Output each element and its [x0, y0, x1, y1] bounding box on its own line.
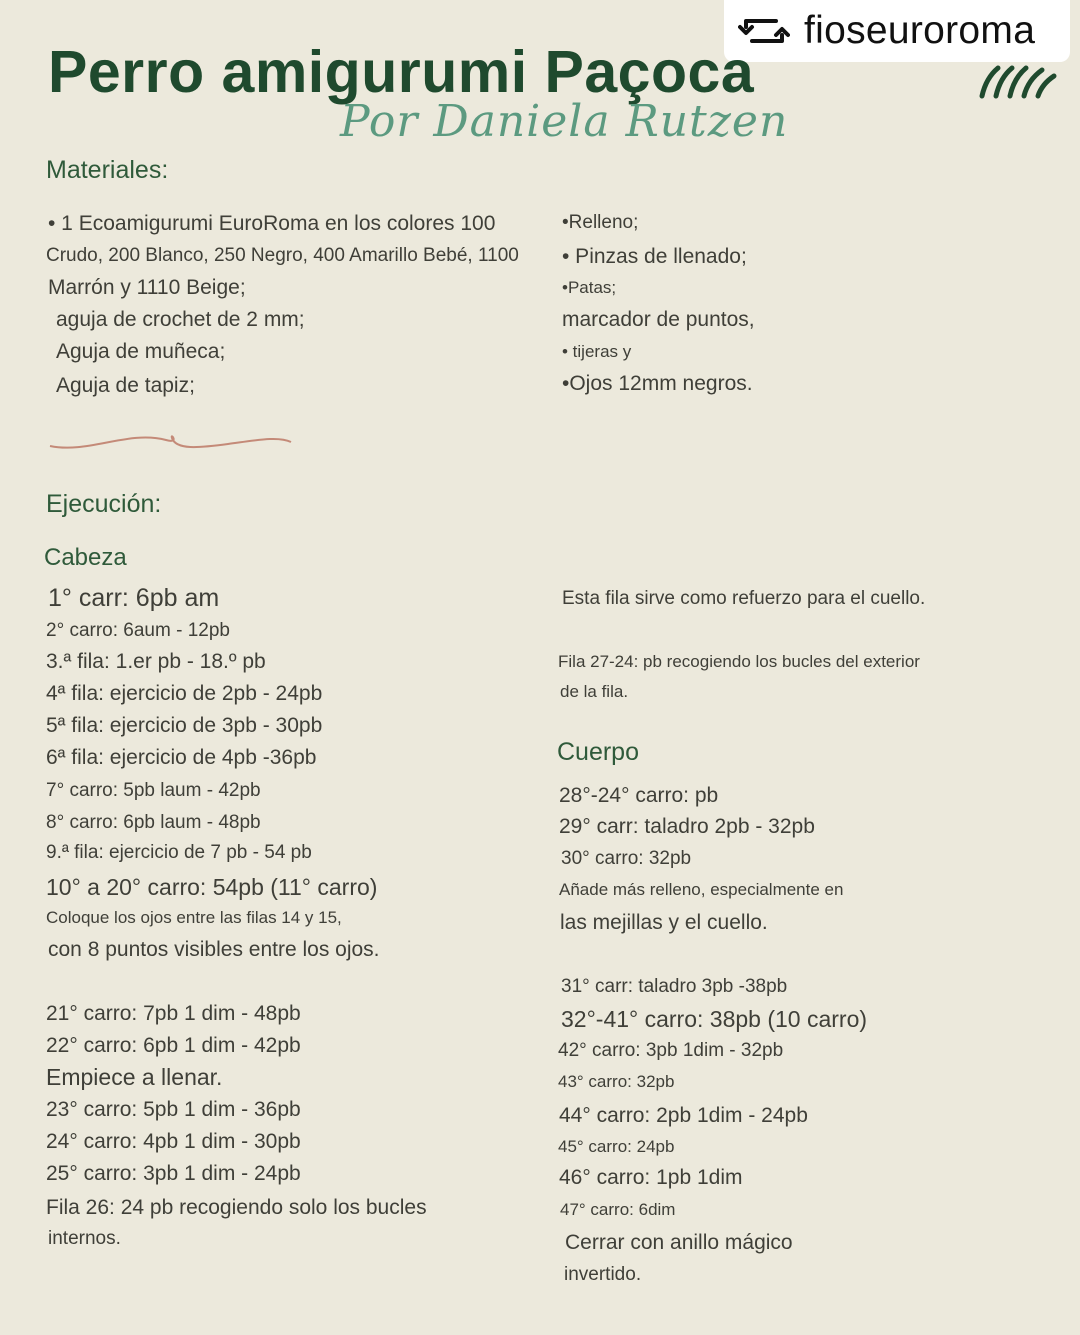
execution-heading: Ejecución:: [46, 490, 162, 518]
material-line: • tijeras y: [562, 342, 632, 361]
instruction-line: 2° carro: 6aum - 12pb: [46, 620, 230, 641]
instruction-line: 3.ª fila: 1.er pb - 18.º pb: [46, 650, 266, 673]
author-signature: Por Daniela Rutzen: [340, 96, 789, 147]
instruction-line: 9.ª fila: ejercicio de 7 pb - 54 pb: [46, 842, 312, 863]
instruction-line: 10° a 20° carro: 54pb (11° carro): [46, 874, 378, 900]
instruction-line: 31° carr: taladro 3pb -38pb: [561, 976, 788, 997]
instruction-line: 25° carro: 3pb 1 dim - 24pb: [46, 1162, 301, 1185]
instruction-line: 1° carr: 6pb am: [48, 584, 220, 612]
material-line: •Relleno;: [562, 212, 639, 233]
instruction-line: 44° carro: 2pb 1dim - 24pb: [559, 1104, 808, 1127]
material-line: Aguja de muñeca;: [56, 340, 226, 363]
instruction-line: 7° carro: 5pb laum - 42pb: [46, 780, 261, 801]
instruction-line: Esta fila sirve como refuerzo para el cuello.: [562, 588, 926, 609]
instruction-line: 30° carro: 32pb: [561, 848, 692, 869]
instruction-line: 46° carro: 1pb 1dim: [559, 1166, 743, 1189]
instruction-line: Añade más relleno, especialmente en: [559, 880, 844, 899]
instruction-line: 22° carro: 6pb 1 dim - 42pb: [46, 1034, 301, 1057]
repost-badge[interactable]: [724, 0, 1070, 62]
instruction-line: Fila 27-24: pb recogiendo los bucles del exterior: [558, 652, 920, 671]
instruction-line: 42° carro: 3pb 1dim - 32pb: [558, 1040, 784, 1061]
material-line: • Pinzas de llenado;: [562, 245, 747, 268]
material-line: • 1 Ecoamigurumi EuroRoma en los colores 100: [48, 212, 496, 235]
instruction-line: 6ª fila: ejercicio de 4pb -36pb: [46, 746, 317, 769]
instruction-line: 24° carro: 4pb 1 dim - 30pb: [46, 1130, 301, 1153]
instruction-line: Coloque los ojos entre las filas 14 y 15,: [46, 908, 342, 927]
cuerpo-heading: Cuerpo: [557, 738, 639, 766]
instruction-line: Cerrar con anillo mágico: [565, 1231, 793, 1254]
instruction-line: Fila 26: 24 pb recogiendo solo los bucles: [46, 1196, 427, 1219]
instruction-line: 43° carro: 32pb: [558, 1072, 675, 1091]
material-line: marcador de puntos,: [562, 308, 755, 331]
instruction-line: de la fila.: [560, 682, 629, 701]
instruction-line: internos.: [48, 1228, 121, 1249]
instruction-line: 28°-24° carro: pb: [559, 784, 719, 807]
repost-handle[interactable]: fioseuroroma: [804, 9, 1036, 52]
material-line: Crudo, 200 Blanco, 250 Negro, 400 Amarillo Bebé, 1100: [46, 245, 519, 266]
instruction-line: 47° carro: 6dim: [560, 1200, 676, 1219]
instruction-line: 5ª fila: ejercicio de 3pb - 30pb: [46, 714, 323, 737]
cabeza-heading: Cabeza: [44, 544, 127, 571]
material-line: Marrón y 1110 Beige;: [48, 276, 246, 299]
instruction-line: 29° carr: taladro 2pb - 32pb: [559, 815, 815, 838]
brand-logo-icon: [976, 60, 1058, 100]
instruction-line: con 8 puntos visibles entre los ojos.: [48, 938, 380, 961]
material-line: Aguja de tapiz;: [56, 374, 195, 397]
instruction-line: 45° carro: 24pb: [558, 1137, 675, 1156]
instruction-line: Empiece a llenar.: [46, 1064, 223, 1090]
instruction-line: 32°-41° carro: 38pb (10 carro): [561, 1006, 868, 1032]
instruction-line: 23° carro: 5pb 1 dim - 36pb: [46, 1098, 301, 1121]
instruction-line: las mejillas y el cuello.: [560, 911, 768, 934]
material-line: •Patas;: [562, 278, 617, 297]
page-title: Perro amigurumi Paçoca: [48, 39, 755, 105]
instruction-line: 8° carro: 6pb laum - 48pb: [46, 812, 261, 833]
material-line: •Ojos 12mm negros.: [562, 372, 753, 395]
decorative-divider: [48, 428, 293, 458]
instruction-line: invertido.: [564, 1264, 642, 1285]
instruction-line: 4ª fila: ejercicio de 2pb - 24pb: [46, 682, 323, 705]
materials-heading: Materiales:: [46, 156, 169, 184]
instruction-line: 21° carro: 7pb 1 dim - 48pb: [46, 1002, 301, 1025]
material-line: aguja de crochet de 2 mm;: [56, 308, 305, 331]
